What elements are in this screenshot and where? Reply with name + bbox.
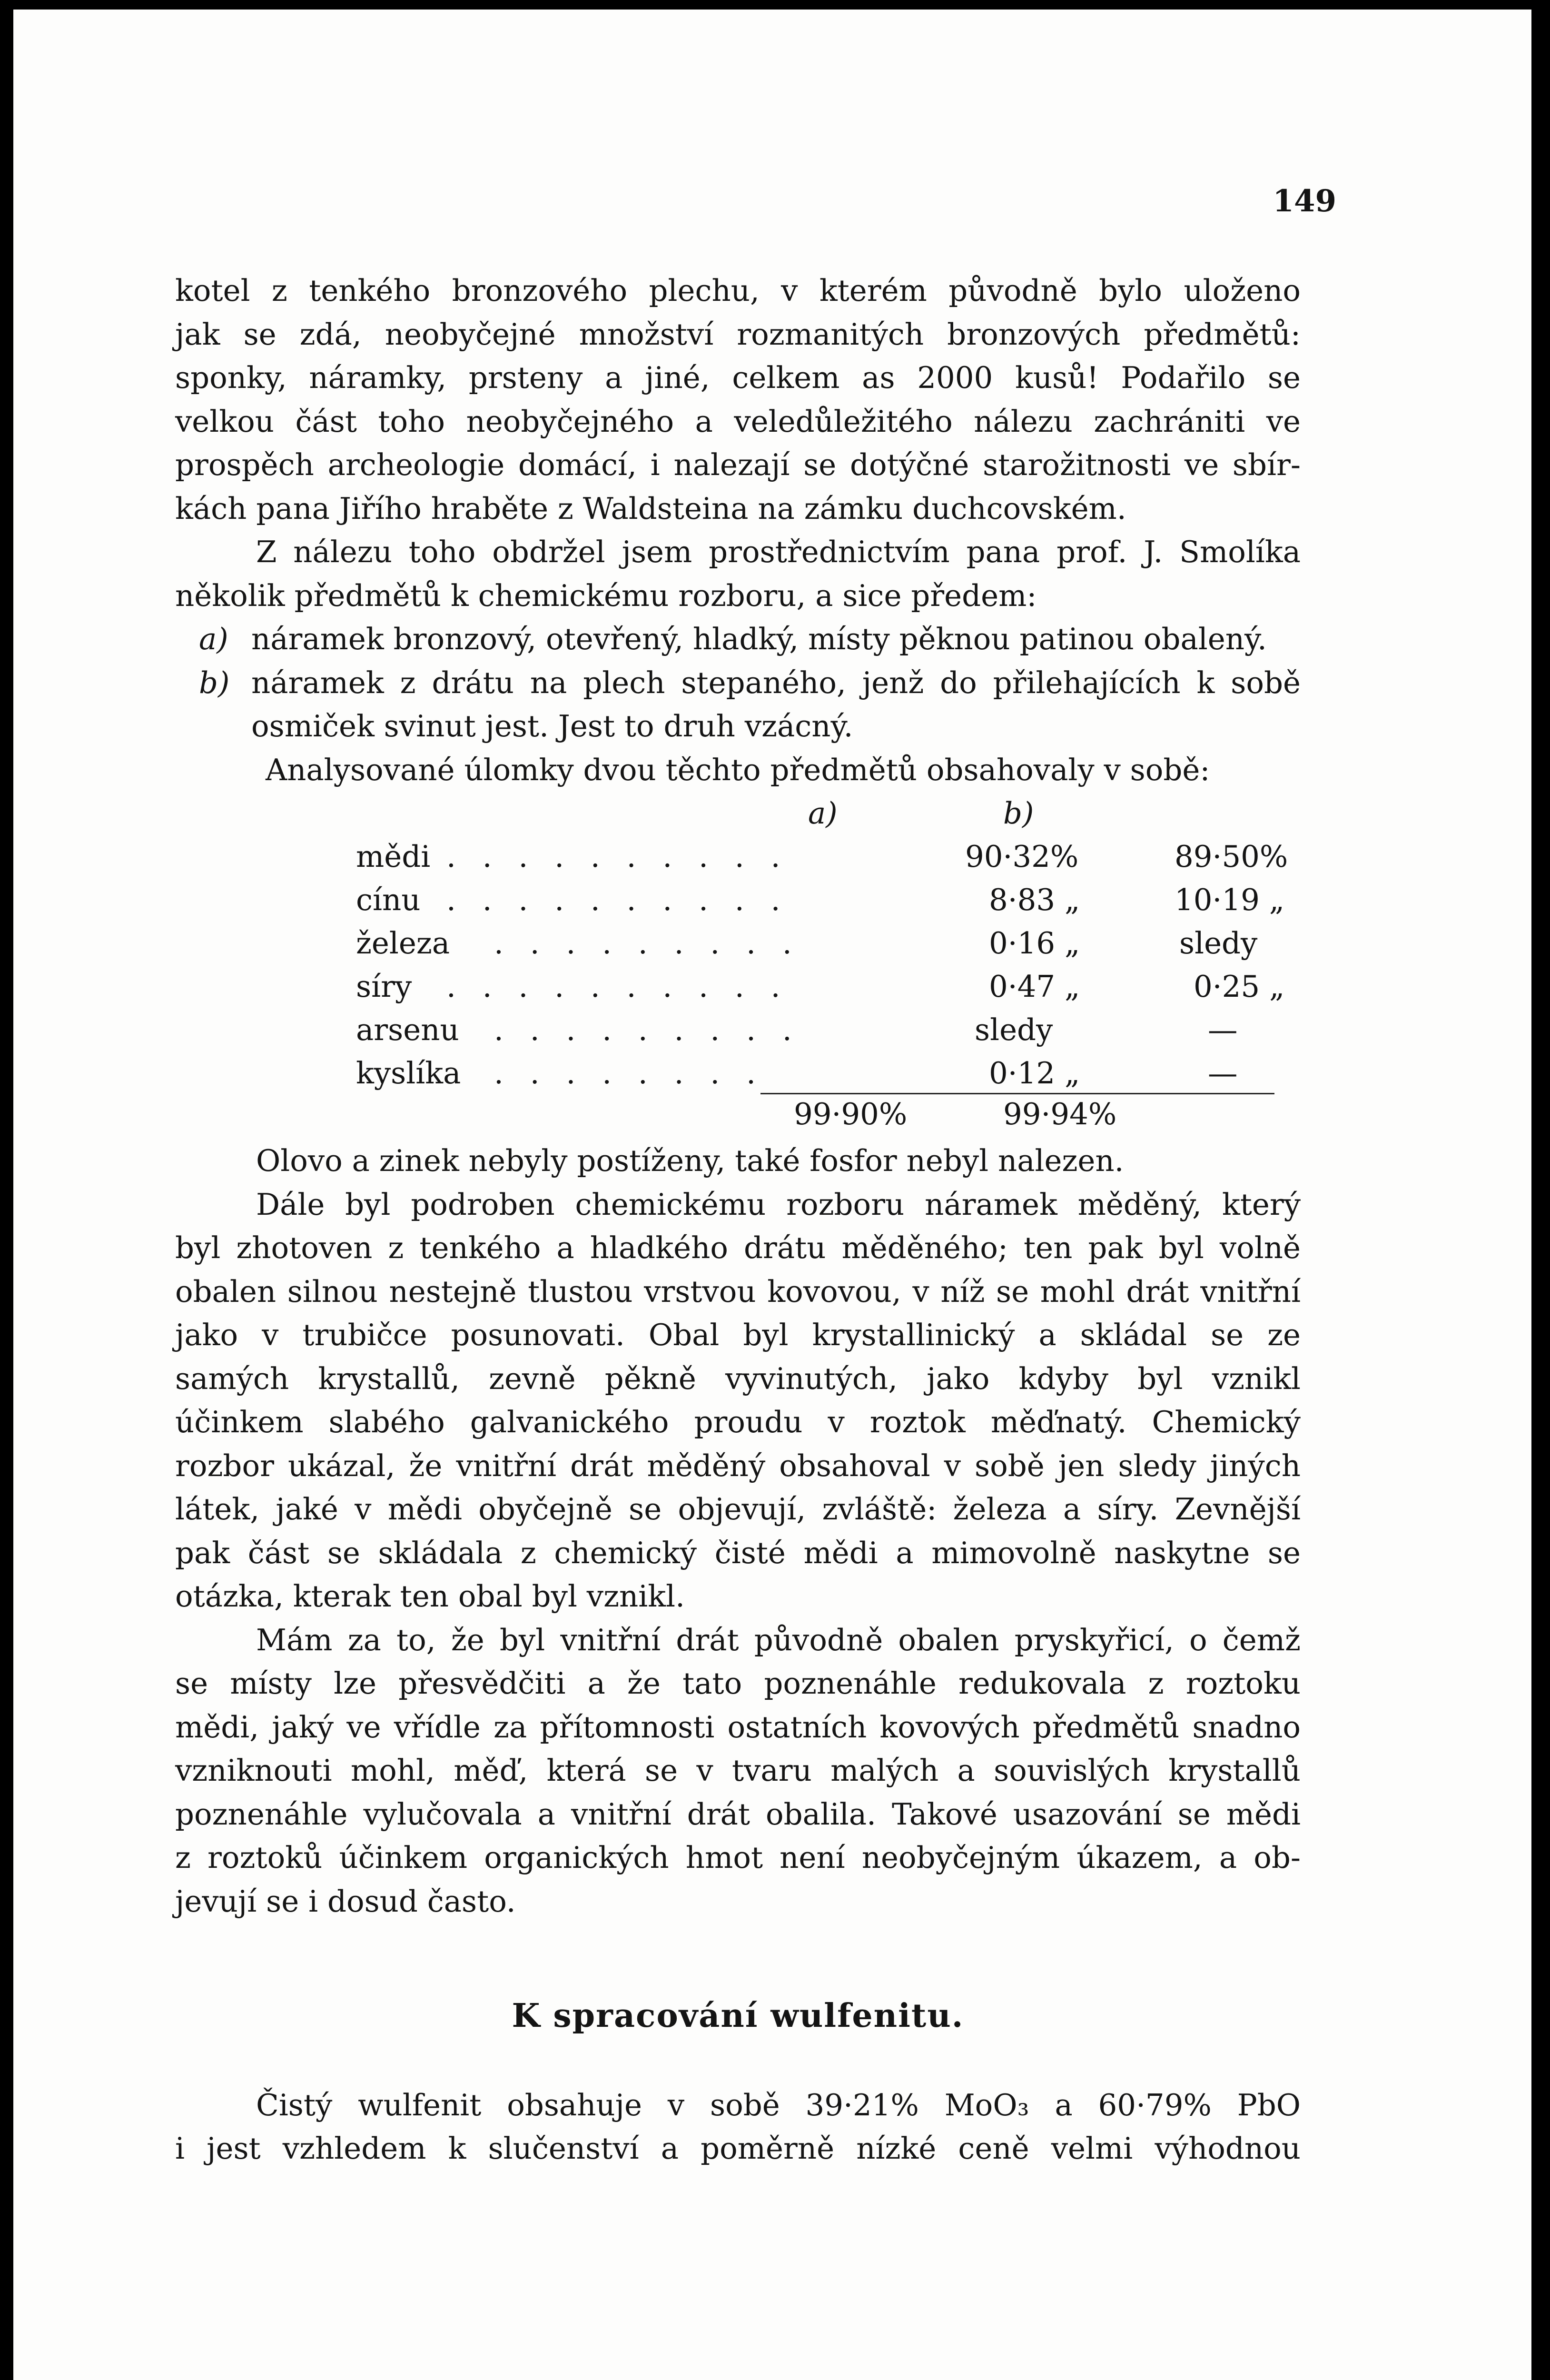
book-page (13, 10, 1531, 2380)
value-a: sledy (975, 1012, 1053, 1047)
text-line: byl zhotoven z tenkého a hladkého drátu měděného; ten pak byl volně (175, 1230, 1301, 1265)
paragraph-4 (175, 1618, 1301, 1924)
element-name: mědi (356, 839, 431, 874)
item-label: a) (199, 622, 228, 656)
text-line: rozbor ukázal, že vnitřní drát měděný obsahoval v sobě jen sledy jiných (175, 1448, 1301, 1483)
after-table-note: Olovo a zinek nebyly postíženy, také fosfor nebyl nalezen. (256, 1143, 1124, 1178)
text-line: Dále byl podroben chemickému rozboru náramek měděný, který (256, 1187, 1301, 1222)
value-a: 0·16 „ (989, 926, 1080, 961)
leader-dots: . . . . . . . . . . (446, 969, 789, 1004)
text-line: jak se zdá, neobyčejné množství rozmanitých bronzových předmětů: (175, 317, 1301, 352)
text-line: několik předmětů k chemickému rozboru, a sice předem: (175, 578, 1037, 613)
leader-dots: . . . . . . . . . (494, 926, 800, 961)
element-name: železa (356, 926, 450, 961)
value-b: — (1208, 1056, 1238, 1091)
value-a: 8·83 „ (989, 883, 1080, 917)
column-header-a: a) (808, 796, 838, 831)
value-a: 90·32% (965, 839, 1079, 874)
text-line: jako v trubičce posunovati. Obal byl krystallinický a skládal se ze (175, 1318, 1301, 1352)
value-b: sledy (1179, 926, 1258, 961)
value-a: 0·47 „ (989, 969, 1080, 1004)
text-line: otázka, kterak ten obal byl vznikl. (175, 1579, 685, 1614)
list-item-b (175, 661, 1301, 705)
value-b: 89·50% (1175, 839, 1288, 874)
item-text: náramek z drátu na plech stepaného, jenž do přilehajících k sobě (251, 665, 1301, 700)
table-row (356, 965, 1285, 1009)
element-name: síry (356, 969, 412, 1004)
item-label: b) (199, 665, 230, 700)
leader-dots: . . . . . . . . (494, 1056, 765, 1091)
value-b: — (1208, 1012, 1238, 1047)
text-line: Z nálezu toho obdržel jsem prostřednictvím pana prof. J. Smolíka (256, 535, 1301, 569)
leader-dots: . . . . . . . . . . (446, 839, 789, 874)
paragraph-2 (175, 530, 1301, 617)
text-line: z roztoků účinkem organických hmot není neobyčejným úkazem, a ob- (175, 1840, 1301, 1875)
value-b: 0·25 „ (1194, 969, 1285, 1004)
text-line: prospěch archeologie domácí, i nalezají se dotýčné starožitnosti ve sbír- (175, 447, 1301, 482)
text-line: jevují se i dosud často. (175, 1884, 516, 1919)
total-a: 99·90% (794, 1097, 908, 1131)
text-line: poznenáhle vylučovala a vnitřní drát obalila. Takové usazování se mědi (175, 1796, 1301, 1832)
text-line: Čistý wulfenit obsahuje v sobě 39·21% MoO₃ a 60·79% PbO (256, 2087, 1301, 2122)
section-title: K spracování wulfenitu. (512, 1997, 964, 2035)
paragraph-5 (175, 2083, 1301, 2171)
value-a: 0·12 „ (989, 1056, 1080, 1091)
list-item-a (175, 617, 1301, 661)
text-line: vzniknouti mohl, měď, která se v tvaru malých a souvislých krystallů (175, 1753, 1301, 1788)
paragraph-3 (175, 1183, 1301, 1618)
element-name: kyslíka (356, 1056, 461, 1091)
table-row (356, 835, 1288, 879)
text-line: se místy lze přesvědčiti a že tato poznenáhle redukovala z roztoku (175, 1666, 1301, 1701)
element-name: arsenu (356, 1012, 459, 1047)
page-body (175, 269, 1301, 2171)
leader-dots: . . . . . . . . . . (446, 883, 789, 917)
text-line: účinkem slabého galvanického proudu v roztok měďnatý. Chemický (175, 1405, 1301, 1439)
text-line: i jest vzhledem k slučenství a poměrně nízké ceně velmi výhodnou (175, 2131, 1301, 2166)
analysis-table (175, 792, 1301, 1131)
text-line: Mám za to, že byl vnitřní drát původně obalen pryskyřicí, o čemž (256, 1622, 1301, 1657)
item-continuation: osmiček svinut jest. Jest to druh vzácný. (251, 709, 853, 744)
page-number: 149 (1273, 183, 1336, 219)
analysis-intro: Analysované úlomky dvou těchto předmětů obsahovaly v sobě: (266, 752, 1210, 787)
text-line: látek, jaké v mědi obyčejně se objevují, zvláště: železa a síry. Zevnější (175, 1492, 1301, 1527)
text-line: velkou část toho neobyčejného a veledůležitého nálezu zachrániti ve (175, 404, 1301, 439)
total-b: 99·94% (1003, 1097, 1117, 1131)
column-header-b: b) (1003, 796, 1034, 831)
text-line: pak část se skládala z chemický čisté mědi a mimovolně naskytne se (175, 1535, 1301, 1570)
table-row (356, 922, 1260, 965)
text-line: kotel z tenkého bronzového plechu, v kterém původně bylo uloženo (175, 273, 1301, 308)
table-row (356, 1008, 1260, 1052)
text-line: sponky, náramky, prsteny a jiné, celkem as 2000 kusů! Podařilo se (175, 360, 1301, 395)
text-line: kách pana Jiřího hraběte z Waldsteina na zámku duchcovském. (175, 491, 1126, 526)
element-name: cínu (356, 883, 421, 917)
text-line: obalen silnou nestejně tlustou vrstvou kovovou, v níž se mohl drát vnitřní (175, 1274, 1301, 1309)
text-line: mědi, jaký ve vřídle za přítomnosti ostatních kovových předmětů snadno (175, 1709, 1301, 1745)
table-row (356, 878, 1285, 922)
item-text: náramek bronzový, otevřený, hladký, místy pěknou patinou obalený. (251, 622, 1267, 656)
leader-dots: . . . . . . . . . (494, 1012, 800, 1047)
text-line: samých krystallů, zevně pěkně vyvinutých, jako kdyby byl vznikl (175, 1361, 1301, 1396)
value-b: 10·19 „ (1175, 883, 1285, 917)
paragraph-1 (175, 269, 1301, 530)
table-row (356, 1051, 1260, 1095)
